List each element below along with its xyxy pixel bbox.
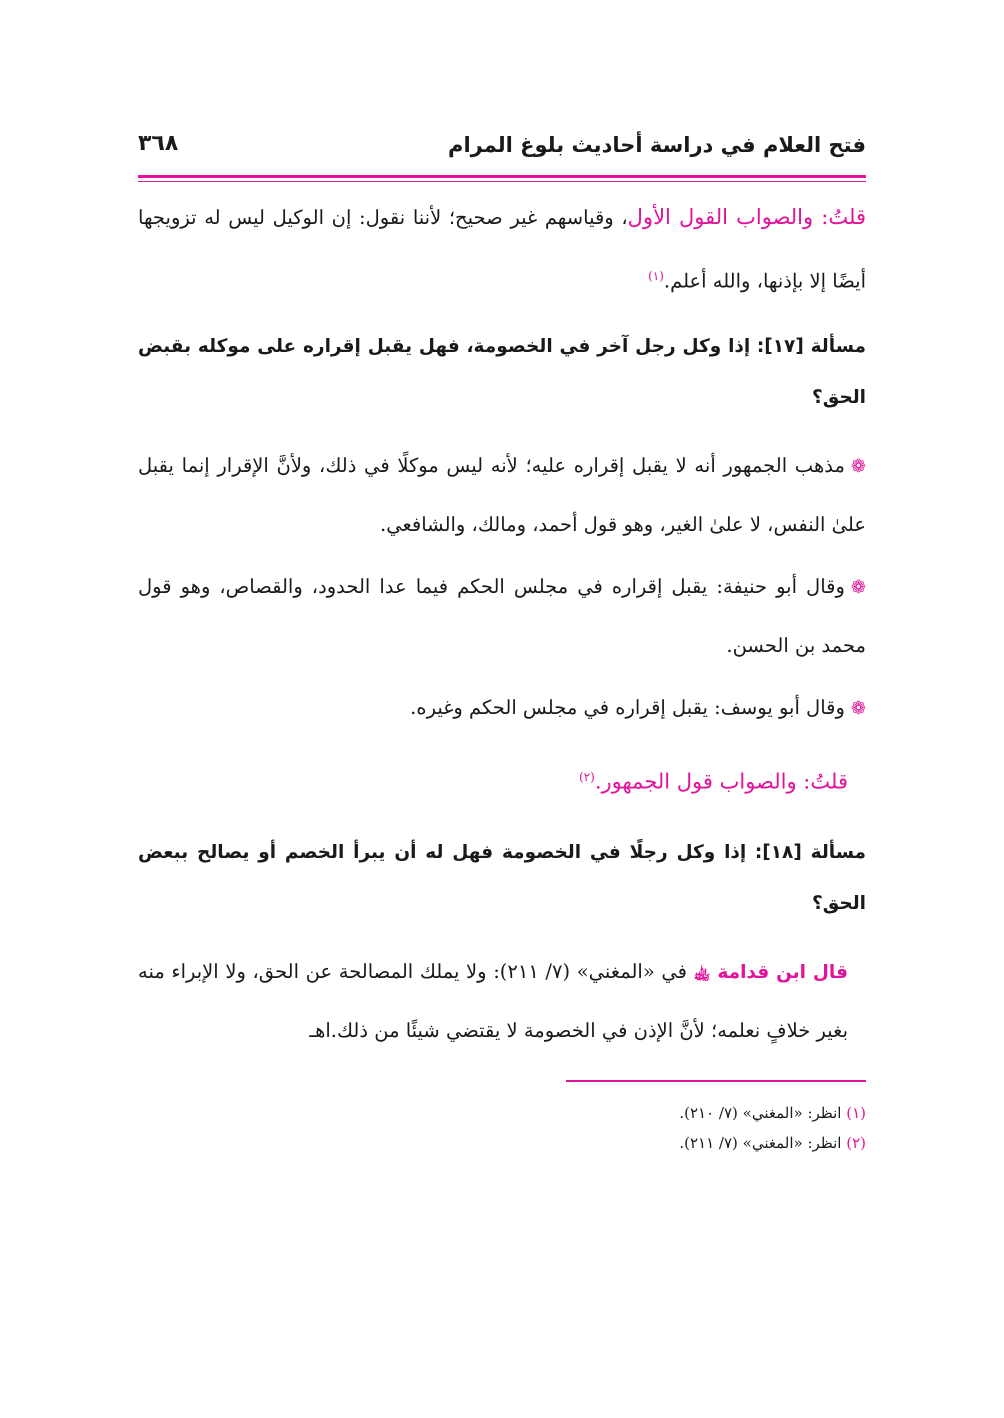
bullet-item xyxy=(138,679,866,738)
issue-text: إذا وكل رجلًا في الخصومة فهل له أن يبرأ الخصم أو يصالح ببعض الحق؟ xyxy=(138,842,866,914)
bullet-text: وقال أبو يوسف: يقبل إقراره في مجلس الحكم وغيره. xyxy=(410,695,845,719)
footnote-number: (٢) xyxy=(846,1134,866,1152)
paragraph-qult-2 xyxy=(138,742,866,818)
issue-text: إذا وكل رجل آخر في الخصومة، فهل يقبل إقراره على موكله بقبض الحق؟ xyxy=(138,335,866,408)
footnote xyxy=(138,1098,866,1128)
header-rule-thick xyxy=(138,175,866,178)
paragraph-text: ، وقياسهم غير صحيح؛ لأننا نقول: إن الوكيل ليس له تزويجها أيضًا إلا بإذنها، والله أعلم. xyxy=(138,206,866,293)
qult-lead: قلتُ: والصواب القول الأول xyxy=(627,205,866,229)
quote-paragraph xyxy=(138,943,866,1060)
flower-bullet-icon: ❁ xyxy=(850,697,866,719)
header-rule-thin xyxy=(138,181,866,182)
quote-speaker: قال ابن قدامة ﵀ xyxy=(693,962,848,983)
page-number: ٣٦٨ xyxy=(138,131,179,156)
bullet-text: وقال أبو حنيفة: يقبل إقراره في مجلس الحكم فيما عدا الحدود، والقصاص، وهو قول محمد بن الحسن. xyxy=(138,574,866,657)
footnote xyxy=(138,1128,866,1158)
flower-bullet-icon: ❁ xyxy=(850,455,866,477)
bullet-text: مذهب الجمهور أنه لا يقبل إقراره عليه؛ لأنه ليس موكلًا في ذلك، ولأنَّ الإقرار إنما يقبل علىٰ النفس، لا علىٰ الغير، وهو قول أحمد، ومالك، والشافعي. xyxy=(138,453,866,536)
quote-text: في «المغني» (٧/ ٢١١): ولا يملك المصالحة عن الحق، ولا الإبراء منه بغير خلافٍ نعلمه؛ لأنَّ الإذن في الخصومة لا يقتضي شيئًا من ذلك.اهـ xyxy=(138,960,848,1042)
footnote-ref-1: (١) xyxy=(648,269,664,283)
running-header xyxy=(138,125,866,173)
issue-17 xyxy=(138,321,866,423)
issue-label: مسألة [١٨]: xyxy=(754,842,866,863)
bullet-item xyxy=(138,437,866,554)
flower-bullet-icon: ❁ xyxy=(850,576,866,598)
book-title: فتح العلام في دراسة أحاديث بلوغ المرام xyxy=(448,133,866,157)
footnote-ref-2: (٢) xyxy=(579,769,595,784)
footnotes xyxy=(138,1098,866,1158)
page xyxy=(138,125,866,1158)
issue-label: مسألة [١٧]: xyxy=(756,335,866,357)
paragraph-qult-1 xyxy=(138,188,866,311)
footnote-separator xyxy=(566,1080,866,1082)
footnote-number: (١) xyxy=(846,1104,866,1122)
bullet-item xyxy=(138,558,866,675)
qult-text: قلتُ: والصواب قول الجمهور. xyxy=(594,769,848,793)
issue-18 xyxy=(138,827,866,929)
footnote-text: انظر: «المغني» (٧/ ٢١١). xyxy=(679,1134,842,1152)
footnote-text: انظر: «المغني» (٧/ ٢١٠). xyxy=(679,1104,842,1122)
